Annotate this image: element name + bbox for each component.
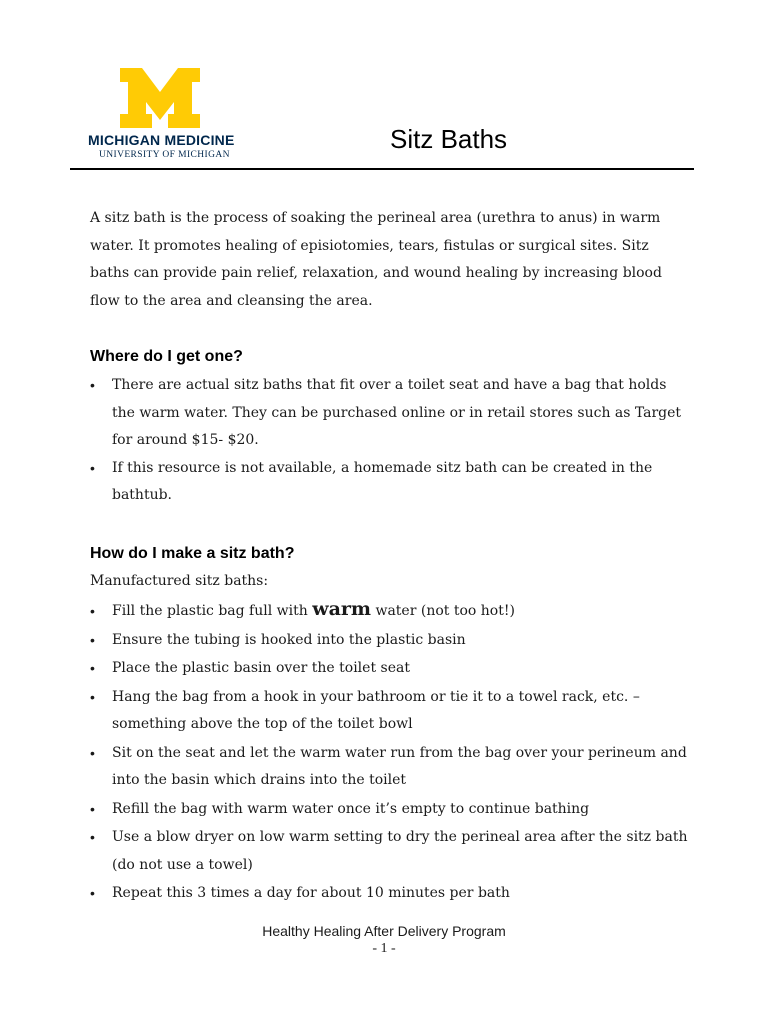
list-item: • Use a blow dryer on low warm setting to dry the perineal area after the sitz bath (do not use a towel) — [90, 824, 690, 879]
list-item-text: water (not too hot!) — [375, 603, 515, 619]
list-item: • Ensure the tubing is hooked into the plastic basin — [90, 627, 690, 655]
document-body — [90, 205, 690, 909]
list-item — [90, 598, 690, 626]
list-item: • Sit on the seat and let the warm water run from the bag over your perineum and into the basin which drains into the toilet — [90, 740, 690, 795]
section-heading-where: Where do I get one? — [90, 348, 243, 365]
page-footer — [0, 922, 768, 958]
where-list — [90, 372, 690, 510]
list-item: • Refill the bag with warm water once it’s empty to continue bathing — [90, 796, 690, 824]
list-item: • Place the plastic basin over the toilet seat — [90, 655, 690, 683]
logo-org-subtitle: UNIVERSITY OF MICHIGAN — [99, 150, 230, 160]
page-number: - 1 - — [372, 941, 396, 956]
intro-paragraph: A sitz bath is the process of soaking the perineal area (urethra to anus) in warm water. It promotes healing of episiotomies, tears, fistulas or surgical sites. Sitz baths can provide pain relief, relaxation, and wound healing by increasing blood flow to the area and cleansing the area. — [90, 210, 662, 309]
list-item: • There are actual sitz baths that fit over a toilet seat and have a bag that holds the warm water. They can be purchased online or in retail stores such as Target for around $15- $20. — [90, 372, 690, 455]
how-list — [90, 598, 690, 908]
list-item: • Hang the bag from a hook in your bathroom or tie it to a towel rack, etc. – something above the top of the toilet bowl — [90, 684, 690, 739]
logo-org-name: MICHIGAN MEDICINE — [88, 132, 235, 148]
section-heading-how: How do I make a sitz bath? — [90, 544, 295, 562]
subheading-manufactured: Manufactured sitz baths: — [90, 572, 269, 589]
list-item: • Repeat this 3 times a day for about 10 minutes per bath — [90, 880, 690, 908]
list-item: • If this resource is not available, a homemade sitz bath can be created in the bathtub. — [90, 455, 690, 510]
michigan-medicine-logo — [88, 68, 235, 160]
page-title: Sitz Baths — [390, 124, 508, 154]
warm-emphasis: warm — [312, 598, 372, 620]
list-item-text: Fill the plastic bag full with — [112, 603, 308, 619]
block-m-logo-icon — [120, 68, 200, 128]
footer-program-name: Healthy Healing After Delivery Program — [262, 923, 506, 939]
title-divider — [70, 168, 694, 170]
